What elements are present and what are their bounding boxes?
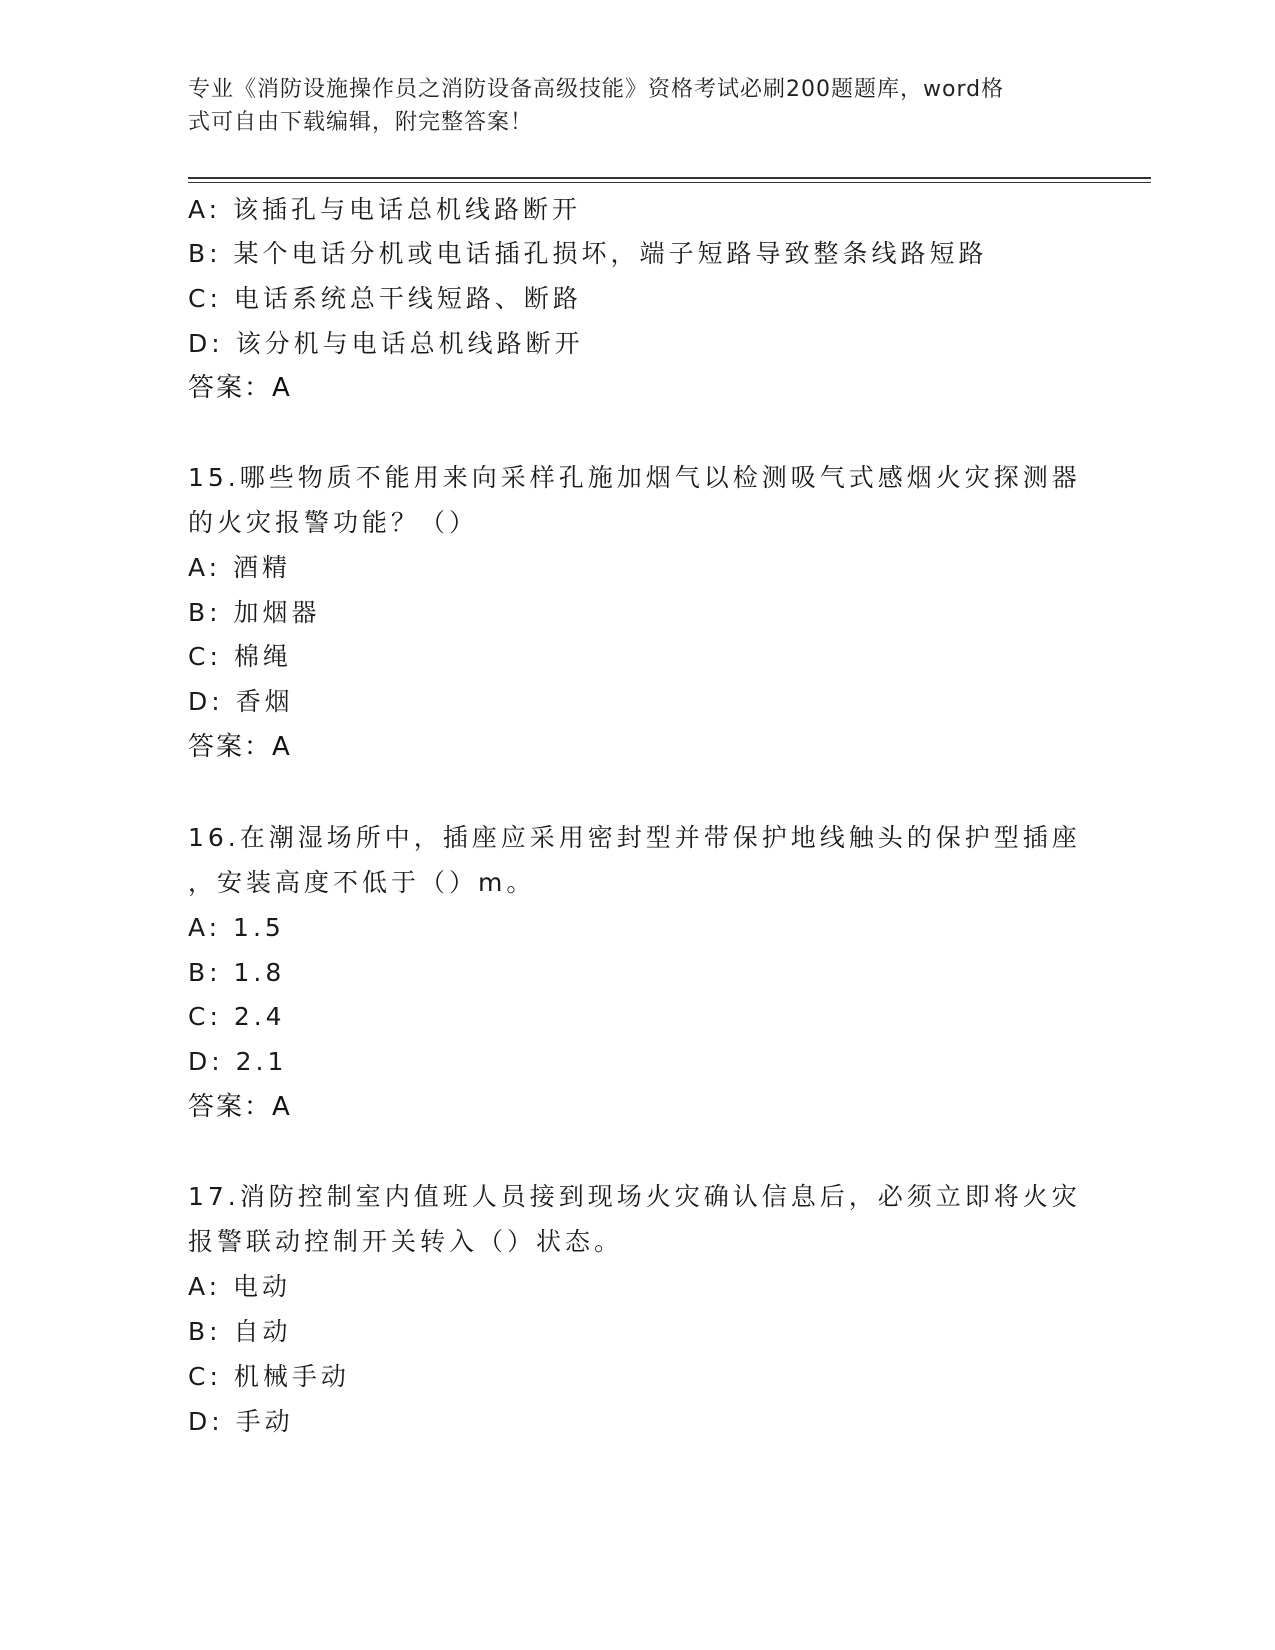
q16-option-c: C: 2.4 <box>188 1002 286 1031</box>
header-divider-thick <box>188 177 1151 179</box>
header-line-1: 专业《消防设施操作员之消防设备高级技能》资格考试必刷200题题库，word格 <box>188 77 1005 102</box>
header-line-2: 式可自由下载编辑，附完整答案！ <box>188 110 534 135</box>
q16-option-b: B: 1.8 <box>188 958 286 987</box>
q16-option-d: D: 2.1 <box>188 1047 288 1076</box>
q17-question-line-1: 17.消防控制室内值班人员接到现场火灾确认信息后，必须立即将火灾 <box>188 1182 1081 1211</box>
q15-question-line-1: 15.哪些物质不能用来向采样孔施加烟气以检测吸气式感烟火灾探测器 <box>188 463 1081 492</box>
q15-option-c: C: 棉绳 <box>188 642 292 671</box>
q17-option-d: D: 手动 <box>188 1407 294 1436</box>
q16-option-a: A: 1.5 <box>188 913 285 942</box>
q17-option-c: C: 机械手动 <box>188 1362 350 1391</box>
header-divider-thin <box>188 182 1151 183</box>
q15-answer: 答案：A <box>188 732 292 762</box>
q15-question-line-2: 的火灾报警功能？（） <box>188 508 479 537</box>
q17-question-line-2: 报警联动控制开关转入（）状态。 <box>188 1227 624 1256</box>
q17-option-b: B: 自动 <box>188 1317 292 1346</box>
q15-option-a: A: 酒精 <box>188 553 292 582</box>
document-header <box>188 73 1088 139</box>
q17-option-a: A: 电动 <box>188 1272 292 1301</box>
q14-option-c: C: 电话系统总干线短路、断路 <box>188 284 582 313</box>
q14-option-b: B: 某个电话分机或电话插孔损坏，端子短路导致整条线路短路 <box>188 239 988 268</box>
q16-question-line-1: 16.在潮湿场所中，插座应采用密封型并带保护地线触头的保护型插座 <box>188 823 1081 852</box>
q14-answer: 答案：A <box>188 373 292 403</box>
q15-option-b: B: 加烟器 <box>188 598 321 627</box>
q16-question-line-2: ，安装高度不低于（）m。 <box>188 868 536 897</box>
q15-option-d: D: 香烟 <box>188 687 294 716</box>
q14-option-a: A: 该插孔与电话总机线路断开 <box>188 195 582 224</box>
q16-answer: 答案：A <box>188 1092 292 1122</box>
q14-option-d: D: 该分机与电话总机线路断开 <box>188 329 584 358</box>
